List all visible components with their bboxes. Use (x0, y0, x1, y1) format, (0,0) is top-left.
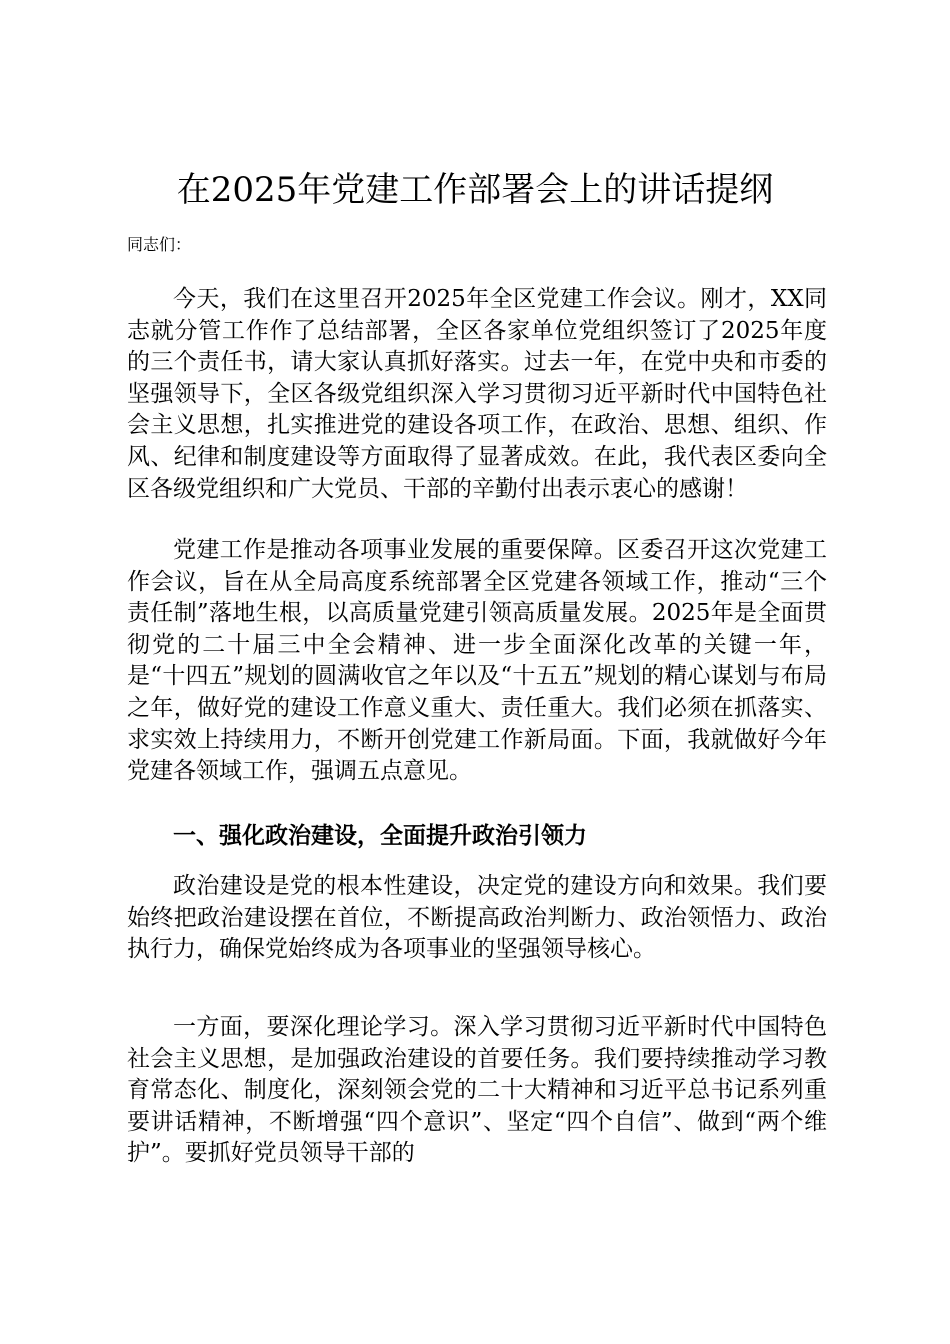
paragraph-theory-study: 一方面，要深化理论学习。深入学习贯彻习近平新时代中国特色社会主义思想，是加强政治建设的首要任务。我们要持续推动学习教育常态化、制度化，深刻领会党的二十大精神和习近平总书记系列重要讲话精神，不断增强“四个意识”、坚定“四个自信”、做到“两个维护”。要抓好党员领导干部的 (127, 1014, 827, 1167)
section-heading-1: 一、强化政治建设，全面提升政治引领力 (173, 822, 587, 849)
document-title: 在2025年党建工作部署会上的讲话提纲 (176, 170, 774, 210)
paragraph-opening: 今天，我们在这里召开2025年全区党建工作会议。刚才，XX同志就分管工作作了总结部署，全区各家单位党组织签订了2025年度的三个责任书，请大家认真抓好落实。过去一年，在党中央和市委的坚强领导下，全区各级党组织深入学习贯彻习近平新时代中国特色社会主义思想，扎实推进党的建设各项工作，在政治、思想、组织、作风、纪律和制度建设等方面取得了显著成效。在此，我代表区委向全区各级党组织和广大党员、干部的辛勤付出表示衷心的感谢！ (127, 286, 827, 502)
paragraph-purpose: 党建工作是推动各项事业发展的重要保障。区委召开这次党建工作会议，旨在从全局高度系统部署全区党建各领域工作，推动“三个责任制”落地生根，以高质量党建引领高质量发展。2025年是全面贯彻党的二十届三中全会精神、进一步全面深化改革的关键一年，是“十四五”规划的圆满收官之年以及“十五五”规划的精心谋划与布局之年，做好党的建设工作意义重大、责任重大。我们必须在抓落实、求实效上持续用力，不断开创党建工作新局面。下面，我就做好今年党建各领域工作，强调五点意见。 (127, 537, 827, 785)
salutation: 同志们： (127, 235, 192, 254)
paragraph-political-construction: 政治建设是党的根本性建设，决定党的建设方向和效果。我们要始终把政治建设摆在首位，不断提高政治判断力、政治领悟力、政治执行力，确保党始终成为各项事业的坚强领导核心。 (127, 873, 827, 963)
